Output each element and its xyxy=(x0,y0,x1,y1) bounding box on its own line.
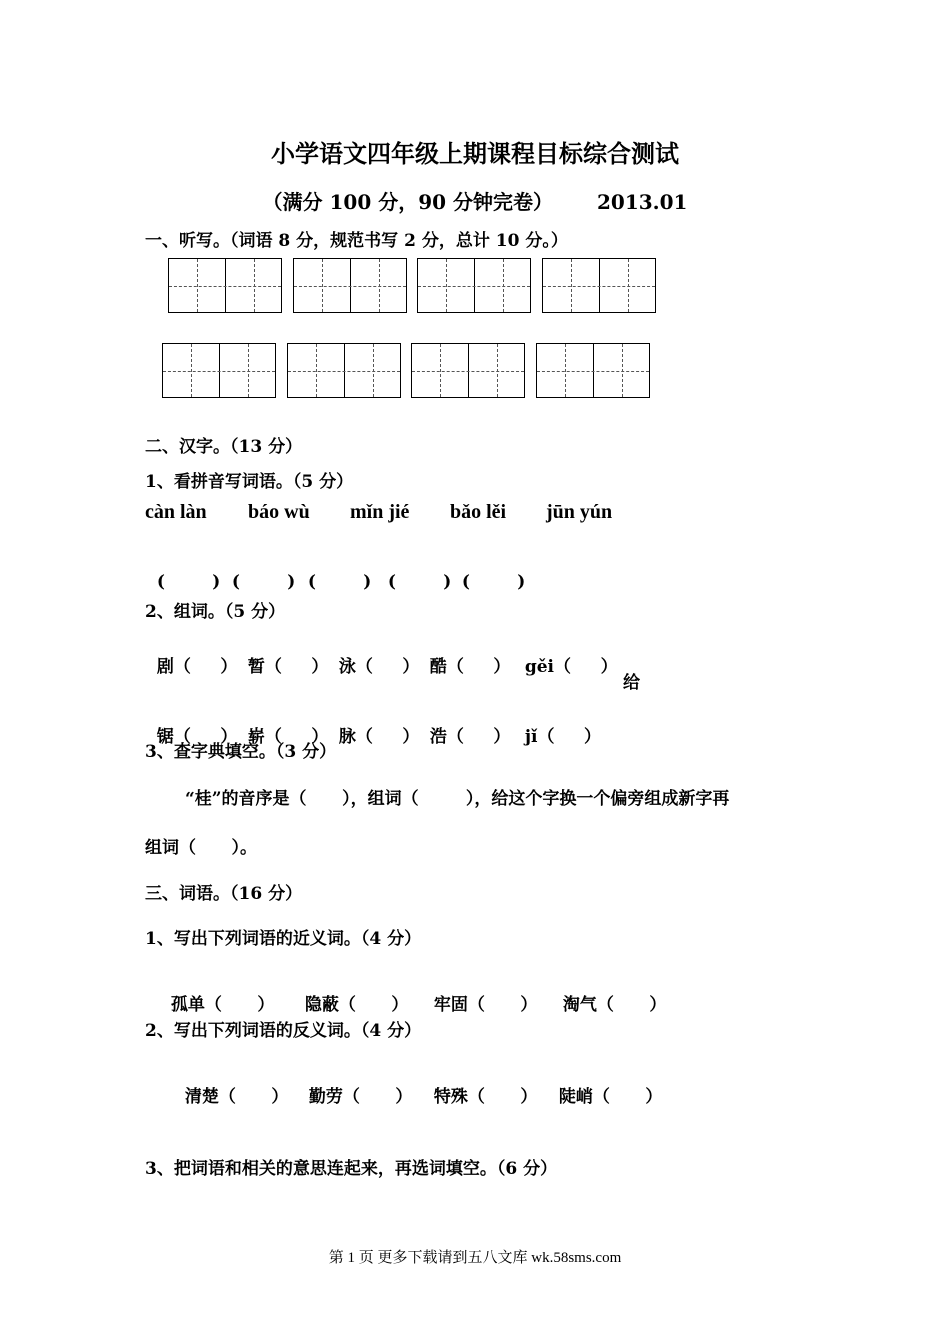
answer-bracket: ( ) xyxy=(231,572,296,592)
synonym-item: 隐蔽（ ） xyxy=(304,995,409,1015)
section3-q3-label: 3、把词语和相关的意思连起来，再选词填空。（6 分） xyxy=(145,1159,558,1179)
answer-bracket: ( ) xyxy=(307,572,372,592)
word-group-item: 崭（ ） xyxy=(247,727,329,747)
word-group-item: 锯（ ） xyxy=(156,727,238,747)
pinyin-item: jūn yún xyxy=(546,501,613,523)
pinyin-item: bǎo lěi xyxy=(450,501,507,523)
exam-date: 2013.01 xyxy=(597,190,688,214)
pinyin-row xyxy=(145,501,612,524)
subtitle xyxy=(0,186,950,215)
antonym-item: 陡峭（ ） xyxy=(558,1087,663,1107)
grid-box xyxy=(287,343,401,398)
antonym-row xyxy=(173,1062,662,1107)
pinyin-item: càn làn xyxy=(145,501,207,523)
synonym-item: 牢固（ ） xyxy=(433,995,538,1015)
pinyin-item: báo wù xyxy=(248,501,310,523)
word-group-row-1 xyxy=(145,632,618,677)
grid-box xyxy=(417,258,531,313)
section2-q2-label: 2、组词。（5 分） xyxy=(145,602,286,622)
word-group-item: jǐ（ ） xyxy=(524,727,602,747)
section1-heading: 一、听写。（词语 8 分，规范书写 2 分，总计 10 分。） xyxy=(145,231,568,251)
answer-bracket: ( ) xyxy=(387,572,452,592)
antonym-item: 勤劳（ ） xyxy=(308,1087,413,1107)
subtitle-main: （满分 100 分，90 分钟完卷） xyxy=(262,190,553,214)
section3-heading: 三、词语。（16 分） xyxy=(145,884,303,904)
grid-box xyxy=(542,258,656,313)
synonym-item: 孤单（ ） xyxy=(170,995,275,1015)
word-group-item: 脉（ ） xyxy=(338,727,420,747)
word-group-item: 浩（ ） xyxy=(429,727,511,747)
antonym-item: 清楚（ ） xyxy=(184,1087,289,1107)
grid-box xyxy=(411,343,525,398)
answer-bracket: ( ) xyxy=(461,572,526,592)
synonym-row xyxy=(159,970,666,1015)
word-group-item: 酷（ ） xyxy=(429,657,511,677)
word-group-item: gěi（ ） xyxy=(524,657,618,677)
dictionary-question-line1: “桂”的音序是（ ），组词（ ），给这个字换一个偏旁组成新字再 xyxy=(185,789,730,809)
answer-bracket: ( ) xyxy=(156,572,221,592)
section2-q3-label: 3、查字典填空。（3 分） xyxy=(145,742,337,762)
answer-brackets-row xyxy=(145,552,525,592)
section2-heading: 二、汉字。（13 分） xyxy=(145,437,303,457)
dictionary-question-line2: 组词（ ）。 xyxy=(145,838,258,858)
grid-box xyxy=(293,258,407,313)
grid-box xyxy=(168,258,282,313)
grid-box xyxy=(536,343,650,398)
word-group-item: 剧（ ） xyxy=(156,657,238,677)
section3-q2-label: 2、写出下列词语的反义词。（4 分） xyxy=(145,1021,422,1041)
gei-character: 给 xyxy=(623,673,640,693)
page-title: 小学语文四年级上期课程目标综合测试 xyxy=(271,139,679,168)
synonym-item: 淘气（ ） xyxy=(562,995,667,1015)
word-group-item: 暂（ ） xyxy=(247,657,329,677)
section2-q1-label: 1、看拼音写词语。（5 分） xyxy=(145,472,354,492)
grid-box xyxy=(162,343,276,398)
page-footer: 第 1 页 更多下载请到五八文库 wk.58sms.com xyxy=(328,1250,622,1266)
antonym-item: 特殊（ ） xyxy=(433,1087,538,1107)
section3-q1-label: 1、写出下列词语的近义词。（4 分） xyxy=(145,929,422,949)
pinyin-item: mǐn jié xyxy=(350,501,410,523)
word-group-item: 泳（ ） xyxy=(338,657,420,677)
